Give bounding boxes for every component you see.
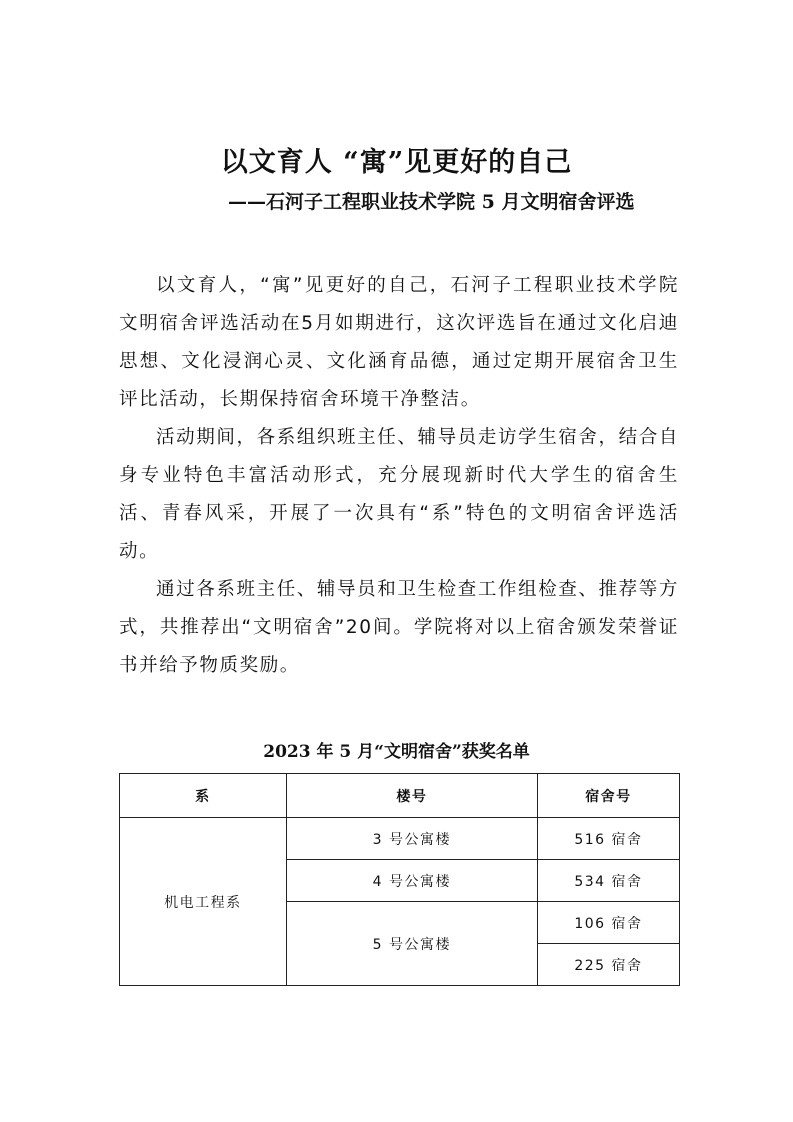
article-body [119,267,679,685]
building-cell: 5 号公寓楼 [286,902,537,986]
building-cell: 3 号公寓楼 [286,818,537,860]
building-cell: 4 号公寓楼 [286,860,537,902]
room-cell: 225 宿舍 [537,944,679,986]
header-department: 系 [120,774,287,818]
room-cell: 106 宿舍 [537,902,679,944]
department-cell: 机电工程系 [120,818,287,986]
award-table [119,773,680,986]
room-cell: 534 宿舍 [537,860,679,902]
header-room: 宿舍号 [537,774,679,818]
paragraph-1: 以文育人，“寓”见更好的自己，石河子工程职业技术学院文明宿舍评选活动在5月如期进行，这次评选旨在通过文化启迪思想、文化浸润心灵、文化涵育品德，通过定期开展宿舍卫生评比活动，长期保持宿舍环境干净整洁。 [119,275,679,410]
table-header-row [120,774,680,818]
table-caption: 2023 年 5 月“文明宿舍”获奖名单 [263,742,530,762]
table-row [120,818,680,860]
page-title: 以文育人 “寓”见更好的自己 [220,147,573,178]
room-cell: 516 宿舍 [537,818,679,860]
paragraph-2: 活动期间，各系组织班主任、辅导员走访学生宿舍，结合自身专业特色丰富活动形式，充分展现新时代大学生的宿舍生活、青春风采，开展了一次具有“系”特色的文明宿舍评选活动。 [119,427,679,562]
header-building: 楼号 [286,774,537,818]
paragraph-3: 通过各系班主任、辅导员和卫生检查工作组检查、推荐等方式，共推荐出“文明宿舍”20间。学院将对以上宿舍颁发荣誉证书并给予物质奖励。 [119,579,679,676]
page-subtitle: ——石河子工程职业技术学院 5 月文明宿舍评选 [228,191,635,213]
